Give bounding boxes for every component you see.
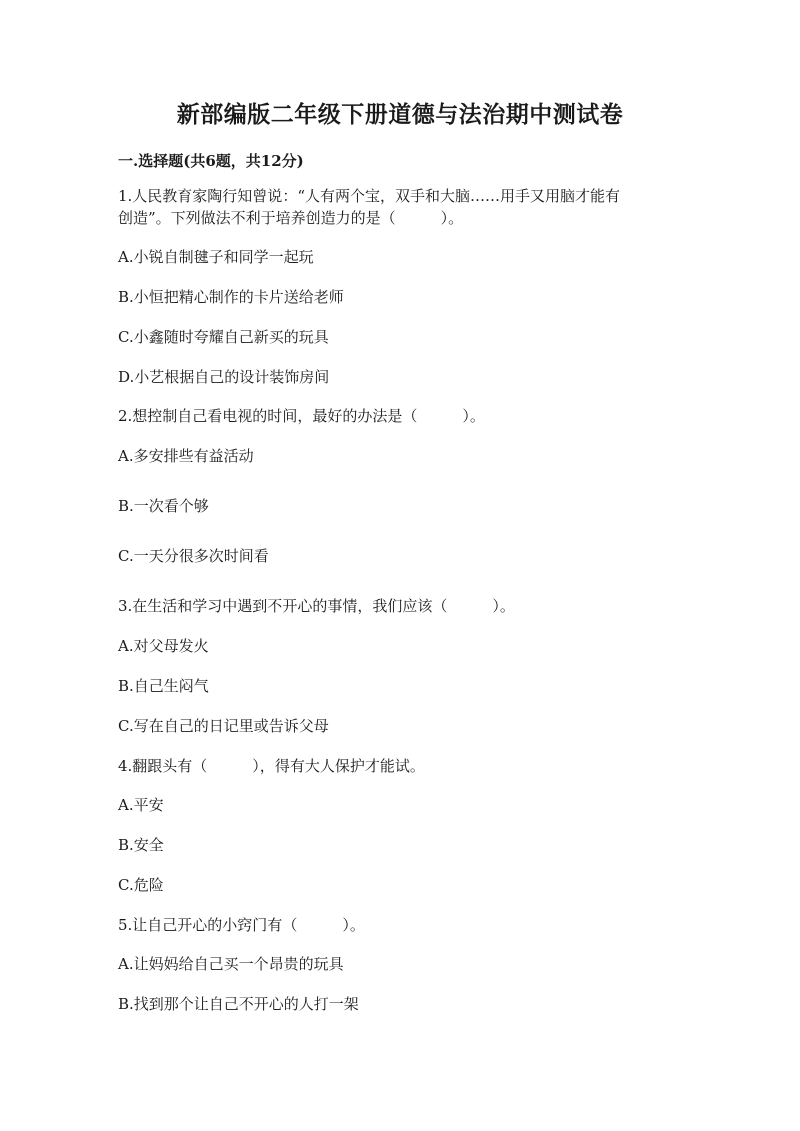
question-5-option-a: A.让妈妈给自己买一个昂贵的玩具: [118, 955, 344, 973]
question-3-option-c: C.写在自己的日记里或告诉父母: [118, 717, 329, 735]
question-3-option-b: B.自己生闷气: [118, 677, 209, 695]
question-1-option-c: C.小鑫随时夸耀自己新买的玩具: [118, 328, 329, 346]
question-3-option-a: A.对父母发火: [118, 637, 209, 655]
question-1-option-d: D.小艺根据自己的设计装饰房间: [118, 368, 330, 386]
question-1-option-b: B.小恒把精心制作的卡片送给老师: [118, 288, 344, 306]
section-heading: 一.选择题(共6题，共12分): [118, 152, 304, 170]
question-2-stem: 2.想控制自己看电视的时间，最好的办法是（ ）。: [118, 407, 485, 425]
question-2-option-c: C.一天分很多次时间看: [118, 547, 269, 565]
question-5-option-b: B.找到那个让自己不开心的人打一架: [118, 995, 359, 1013]
question-4-stem: 4.翻跟头有（ ），得有大人保护才能试。: [118, 757, 425, 775]
question-1-option-a: A.小锐自制毽子和同学一起玩: [118, 248, 314, 266]
question-5-stem: 5.让自己开心的小窍门有（ ）。: [118, 916, 365, 934]
question-4-option-c: C.危险: [118, 876, 164, 894]
question-1-stem-line-2: 创造”。下列做法不利于培养创造力的是（ ）。: [118, 209, 464, 227]
page-title: 新部编版二年级下册道德与法治期中测试卷: [176, 101, 624, 128]
question-4-option-a: A.平安: [118, 796, 164, 814]
question-2-option-a: A.多安排些有益活动: [118, 447, 254, 465]
question-4-option-b: B.安全: [118, 836, 164, 854]
question-1-stem-line-1: 1.人民教育家陶行知曾说：“人有两个宝，双手和大脑……用手又用脑才能有: [118, 187, 620, 205]
question-3-stem: 3.在生活和学习中遇到不开心的事情，我们应该（ ）。: [118, 597, 515, 615]
question-2-option-b: B.一次看个够: [118, 497, 209, 515]
